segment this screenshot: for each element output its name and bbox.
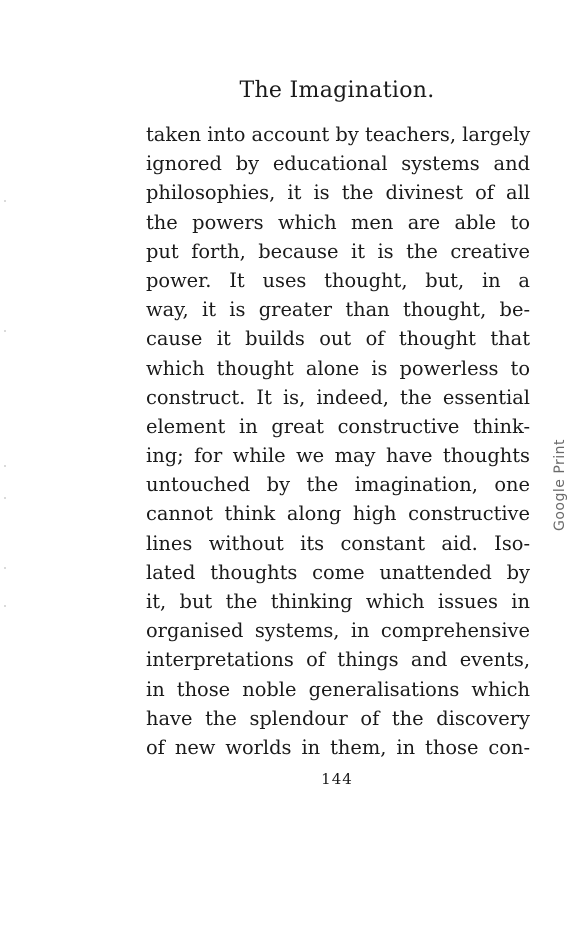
watermark: Google Print	[552, 438, 568, 532]
text-line: lated thoughts come unattended by	[146, 560, 530, 584]
margin-speck	[4, 200, 6, 202]
text-line: it, but the thinking which issues in	[146, 590, 530, 613]
text-line: untouched by the imagination, one	[146, 473, 530, 497]
text-line: ignored by educational systems and	[146, 152, 530, 176]
text-line: in those noble generalisations which	[146, 677, 530, 701]
margin-speck	[4, 497, 6, 499]
text-line: ing; for while we may have thoughts	[146, 444, 530, 468]
text-line: which thought alone is powerless to	[146, 356, 530, 380]
running-head: The Imagination.	[239, 78, 435, 103]
body-text	[146, 120, 530, 762]
text-line: cannot think along high constructive	[146, 502, 530, 526]
text-line: lines without its constant aid. Iso-	[146, 531, 530, 555]
text-line: power. It uses thought, but, in a	[146, 268, 530, 292]
text-line: cause it builds out of thought that	[146, 327, 530, 351]
text-line: way, it is greater than thought, be-	[146, 298, 530, 322]
text-line: interpretations of things and events,	[146, 648, 530, 672]
text-line: put forth, because it is the creative	[146, 239, 530, 263]
text-line: taken into account by teachers, largely	[146, 123, 531, 146]
page-number: 144	[321, 770, 353, 788]
text-line: organised systems, in comprehensive	[146, 619, 530, 643]
text-line: of new worlds in them, in those con-	[146, 735, 530, 759]
text-line: have the splendour of the discovery	[146, 706, 530, 730]
margin-speck	[4, 465, 6, 467]
text-line: philosophies, it is the divinest of all	[146, 181, 530, 205]
margin-speck	[4, 567, 6, 569]
text-line: the powers which men are able to	[146, 210, 530, 234]
text-line: element in great constructive think-	[146, 414, 530, 438]
margin-speck	[4, 330, 6, 332]
margin-speck	[4, 605, 6, 607]
text-line: construct. It is, indeed, the essential	[146, 385, 530, 409]
